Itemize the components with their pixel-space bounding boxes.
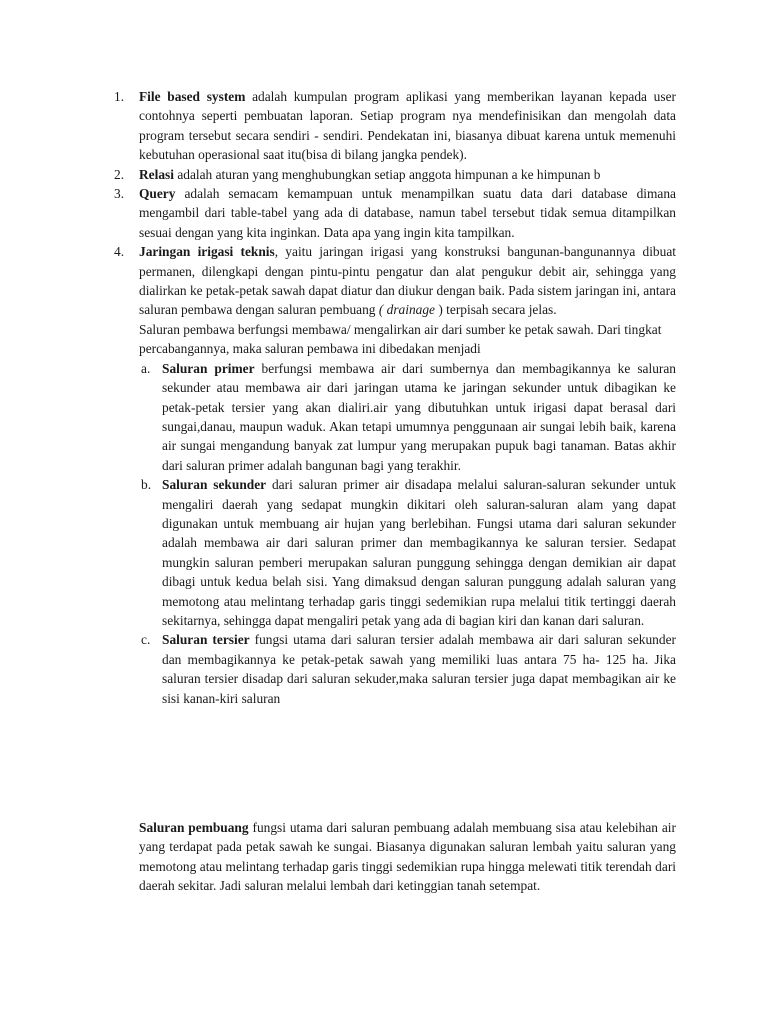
item-text: adalah semacam kemampuan untuk menampilkan suatu data dari database dimana mengambil dari table-tabel yang ada di database, namun tabel tersebut tidak semua ditampilkan sesuai dengan yang kita inginkan. Data apa yang ingin kita tampilkan. bbox=[139, 186, 676, 240]
sub-list bbox=[139, 359, 676, 708]
intro-paragraph: Saluran pembawa berfungsi membawa/ mengalirkan air dari sumber ke petak sawah. Dari tingkat percabangannya, maka saluran pembawa ini dibedakan menjadi bbox=[139, 321, 662, 357]
sub-item-text: fungsi utama dari saluran tersier adalah membawa air dari saluran sekunder dan membagikannya ke petak-petak sawah yang memiliki luas antara 75 ha- 125 ha. Jika saluran tersier disadap dari saluran sekuder,maka saluran tersier juga dapat membagikan air ke sisi kanan-kiri saluran bbox=[162, 632, 676, 706]
sub-item-term: Saluran sekunder bbox=[162, 477, 267, 493]
closing-text: fungsi utama dari saluran pembuang adalah membuang sisa atau kelebihan air yang terdapat pada petak sawah ke sungai. Biasanya digunakan saluran lembah yaitu saluran yang memotong atau melintang terhadap garis tinggi sedemikian rupa hingga melewati titik terendah dari daerah sekitar. Jadi saluran melalui lembah dari ketinggian tanah setempat. bbox=[139, 820, 676, 894]
sub-item-term: Saluran tersier bbox=[162, 632, 250, 648]
sub-item-letter: a. bbox=[141, 360, 151, 376]
item-text: adalah aturan yang menghubungkan setiap anggota himpunan a ke himpunan b bbox=[173, 166, 601, 182]
closing-term: Saluran pembuang bbox=[139, 820, 249, 835]
definition-list bbox=[100, 87, 676, 708]
item-number: 3. bbox=[114, 186, 125, 202]
item-number: 4. bbox=[114, 244, 125, 260]
closing-section bbox=[100, 818, 676, 896]
item-text: adalah kumpulan program aplikasi yang memberikan layanan kepada user contohnya seperti pembuatan laporan. Setiap program nya mendefinisikan dan mengolah data program tersebut secara sendiri - sendiri. Pendekatan ini, biasanya dibuat karena untuk memenuhi kebutuhan operasional saat itu(bisa di bilang jangka pendek). bbox=[139, 89, 676, 163]
sub-item-paragraph bbox=[162, 630, 676, 708]
sub-item-letter: b. bbox=[141, 477, 152, 493]
sub-item-term: Saluran primer bbox=[162, 360, 255, 376]
item-paragraph bbox=[139, 165, 676, 184]
sub-list-item bbox=[139, 630, 676, 708]
sub-item-paragraph bbox=[162, 359, 676, 475]
item-number: 2. bbox=[114, 166, 125, 182]
sub-list-item bbox=[139, 359, 676, 475]
closing-paragraph bbox=[100, 818, 676, 896]
sub-item-paragraph bbox=[162, 475, 676, 630]
list-item bbox=[100, 242, 676, 708]
sub-item-text: dari saluran primer air disadapa melalui saluran-saluran sekunder untuk mengaliri daerah yang sedapat mungkin dikitari oleh saluran-saluran alam yang dapat digunakan untuk membuang air hujan yang berlebihan. Fungsi utama dari saluran sekunder adalah membawa air dari saluran primer dan membagikannya ke saluran tersier. Sedapat mungkin saluran pemberi merupakan saluran punggung sehingga dengan demikian air dapat dibagi untuk kedua belah sisi. Yang dimaksud dengan saluran punggung adalah saluran yang memotong atau melintang terhadap garis tinggi sedemikian rupa melalui titik tertinggi daerah sekitarnya, sehingga dapat mengaliri petak yang ada di bagian kiri dan kanan dari saluran. bbox=[162, 477, 676, 628]
item-term: Query bbox=[139, 186, 176, 202]
sub-list-item bbox=[139, 475, 676, 630]
item-term: Jaringan irigasi teknis bbox=[139, 244, 275, 260]
sub-item-text: berfungsi membawa air dari sumbernya dan membagikannya ke saluran sekunder atau membawa air dari jaringan utama ke jaringan sekunder untuk dibagikan ke petak-petak tersier yang akan dialiri.air yang dibutuhkan untuk irigasi dapat berasal dari sungai,danau, maupun waduk. Akan tetapi umumnya penggunaan air sungai lebih baik, karena air sungai mengandung banyak zat lumpur yang merupakan pupuk bagi tanaman. Batas akhir dari saluran primer adalah bangunan bagi yang terakhir. bbox=[162, 360, 676, 473]
item-paragraph bbox=[139, 242, 676, 320]
item-term: File based system bbox=[139, 89, 246, 104]
item-paragraph bbox=[139, 184, 676, 242]
item-term: Relasi bbox=[139, 166, 174, 182]
item-text: ) terpisah secara jelas. bbox=[435, 302, 557, 318]
sub-item-letter: c. bbox=[141, 632, 151, 648]
item-paragraph bbox=[139, 87, 676, 165]
list-item bbox=[100, 184, 676, 242]
item-number: 1. bbox=[114, 89, 125, 104]
list-item bbox=[100, 87, 676, 165]
italic-term: ( drainage bbox=[378, 302, 436, 318]
item-text: , yaitu jaringan irigasi yang konstruksi bangunan-bangunannya dibuat permanen, dilengkapi dengan pintu-pintu pengatur dan alat pengukur debit air, sehingga yang dialirkan ke petak-petak sawah dapat diatur dan diukur dengan baik. Pada sistem jaringan ini, antara saluran pembawa dengan saluran pembuang bbox=[139, 244, 676, 318]
list-item bbox=[100, 165, 676, 184]
